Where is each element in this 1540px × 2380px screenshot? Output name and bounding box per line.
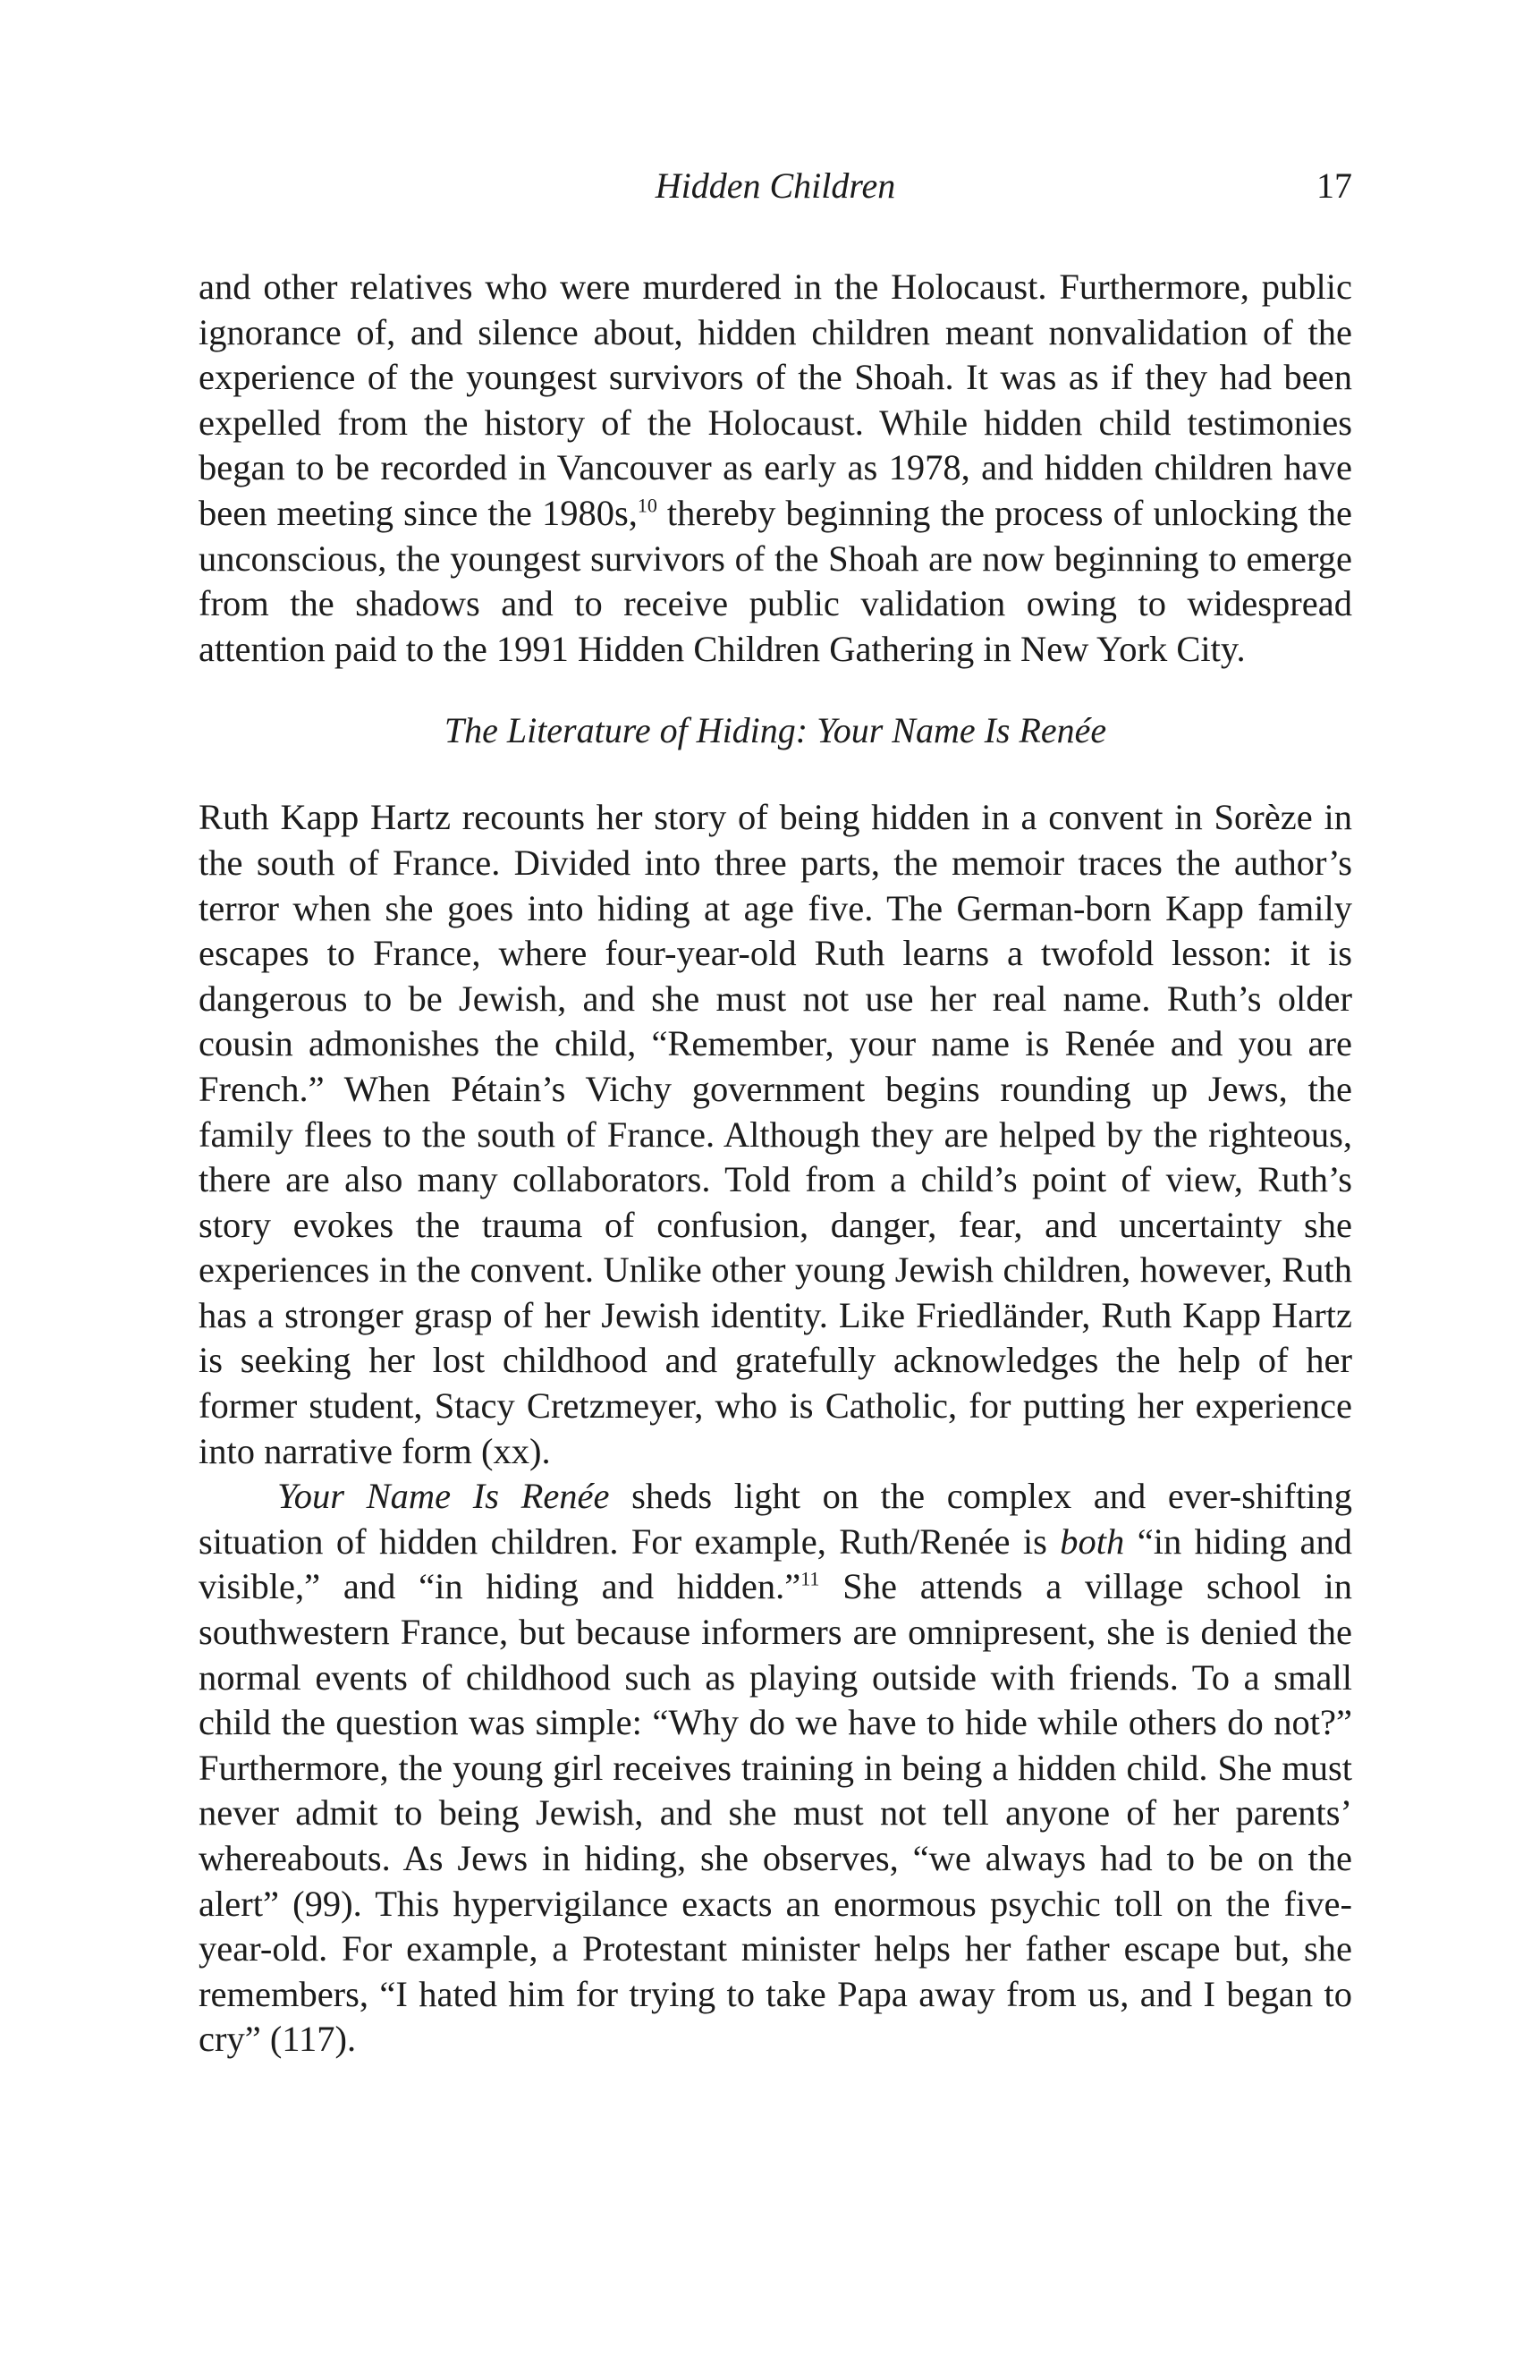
running-title: Hidden Children [655,165,896,206]
paragraph [199,1474,1352,2062]
footnote-marker: 10 [637,494,657,517]
paragraph-text: sheds light on the complex and ever-shifting situation of hidden children. For example, Ruth/Renée is [199,1476,1352,1562]
paragraph-text: and other relatives who were murdered in the Holocaust. Furthermore, public ignorance of, and silence about, hidden children meant nonvalidation of the experience of the youngest survivors of the Shoah. It was as if they had been expelled from the history of the Holocaust. While hidden child testimonies began to be recorded in Vancouver as early as 1978, and hidden children have been meeting since the 1980s, [199,267,1352,533]
paragraph-text: thereby beginning the process of unlocking the unconscious, the youngest survivors of the Shoah are now beginning to emerge from the shadows and to receive public validation owing to widespread attention paid to the 1991 Hidden Children Gathering in New York City. [199,492,1352,669]
emphasis: both [1060,1520,1125,1562]
section-heading: The Literature of Hiding: Your Name Is Renée [444,710,1107,751]
book-title: Your Name Is Renée [277,1476,610,1517]
paragraph-continuation [199,265,1352,672]
paragraph-text: She attends a village school in southwestern France, but because informers are omnipresent, she is denied the normal events of childhood such as playing outside with friends. To a small child the question was simple: “Why do we have to hide while others do not?” Furthermore, the young girl receives training in being a hidden child. She must never admit to being Jewish, and she must not tell anyone of her parents’ whereabouts. As Jews in hiding, she observes, “we always had to be on the alert” (99). This hypervigilance exacts an enormous psychic toll on the five-year-old. For example, a Protestant minister helps her father escape but, she remembers, “I hated him for trying to take Papa away from us, and I began to cry” (117). [199,1566,1352,2060]
paragraph: Ruth Kapp Hartz recounts her story of being hidden in a convent in Sorèze in the south of France. Divided into three parts, the memoir traces the author’s terror when she goes into hiding at age five. The German-born Kapp family escapes to France, where four-year-old Ruth learns a twofold lesson: it is dangerous to be Jewish, and she must not use her real name. Ruth’s older cousin admonishes the child, “Remember, your name is Renée and you are French.” When Pétain’s Vichy government begins rounding up Jews, the family flees to the south of France. Although they are helped by the righteous, there are also many collaborators. Told from a child’s point of view, Ruth’s story evokes the trauma of confusion, danger, fear, and uncertainty she experiences in the convent. Unlike other young Jewish children, however, Ruth has a stronger grasp of her Jewish identity. Like Friedländer, Ruth Kapp Hartz is seeking her lost childhood and gratefully acknowledges the help of her former student, Stacy Cretzmeyer, who is Catholic, for putting her experience into narrative form (xx). [199,797,1352,1471]
body-text [199,265,1352,2062]
paragraph-text: “in hiding and visible,” and “in hiding and hidden.” [199,1520,1352,1607]
footnote-marker: 11 [800,1567,820,1590]
running-head [199,159,1352,213]
page-number: 17 [1316,165,1352,206]
